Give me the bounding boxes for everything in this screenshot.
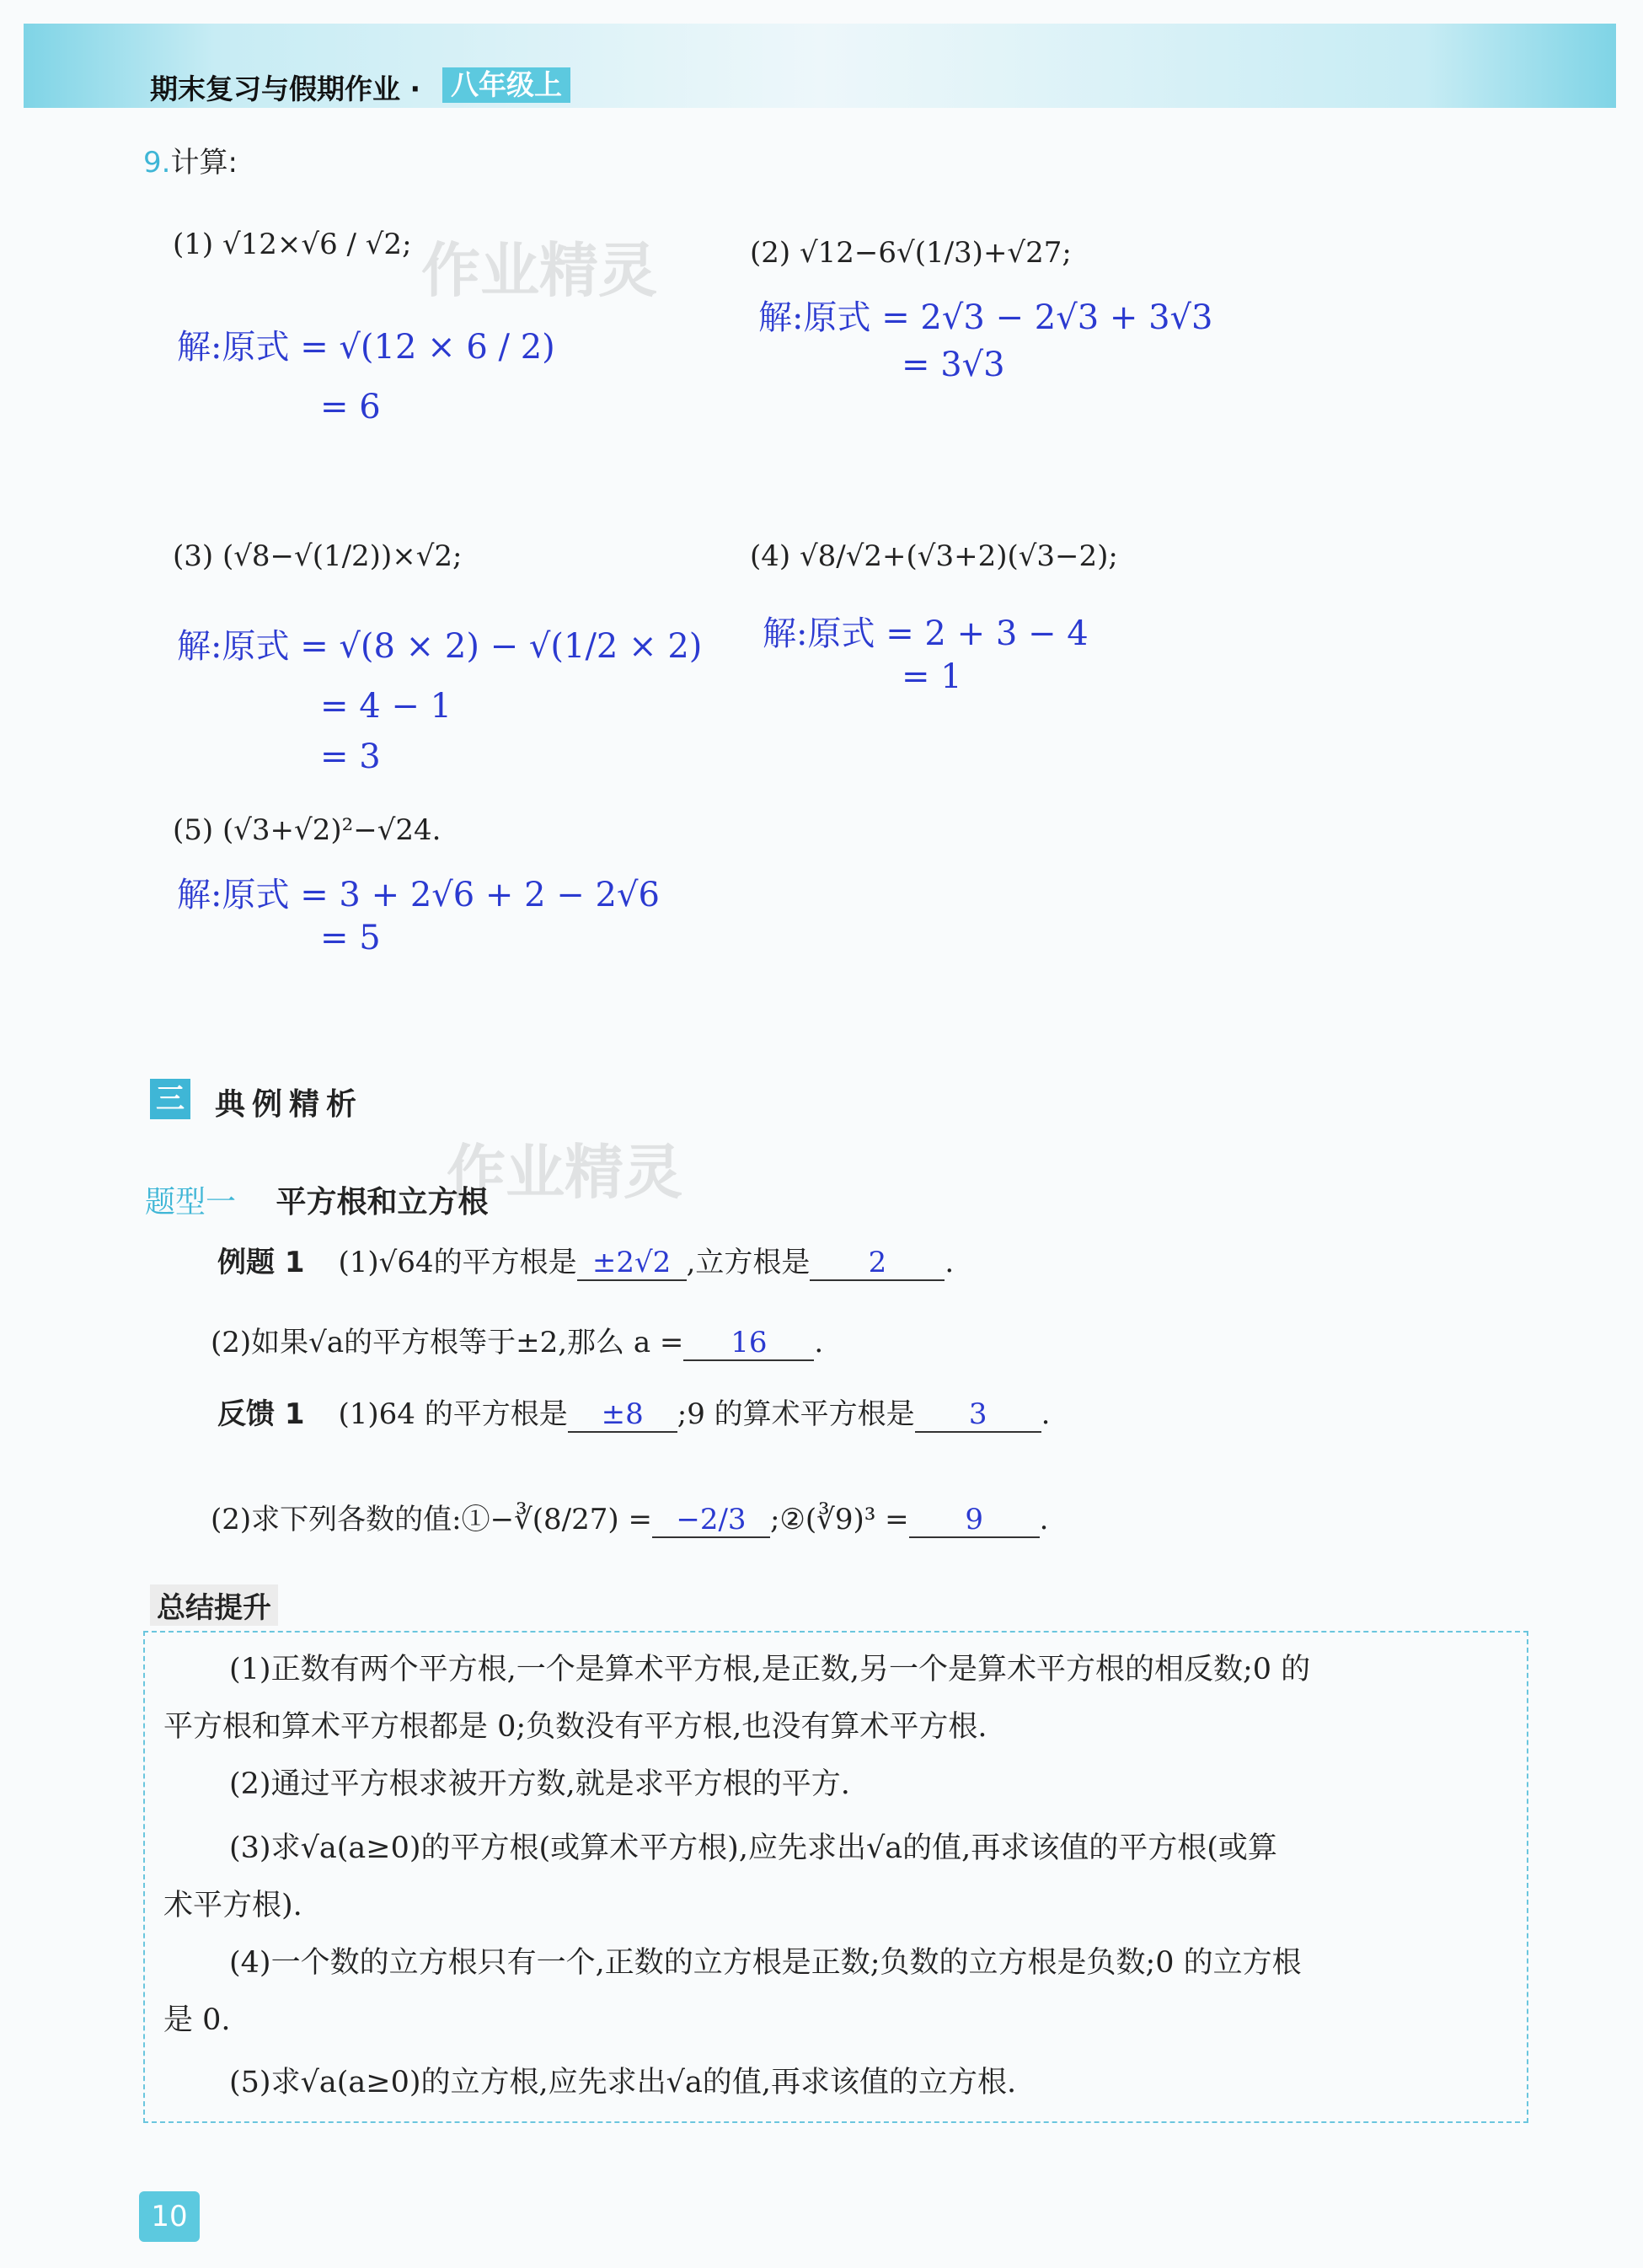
q9-p5-expr: (√3+√2)²−√24. [222, 813, 442, 847]
section-title: 典例精析 [215, 1087, 364, 1122]
q9-heading [143, 139, 238, 180]
section-number-badge: 三 [150, 1079, 190, 1119]
q9-p4-tag: (4) [750, 539, 791, 573]
q9-p5-problem [173, 813, 441, 847]
q9-p2-tag: (2) [750, 236, 791, 270]
q9-p3-tag: (3) [173, 539, 214, 573]
q9-p4-solution-line1: 解:原式 = 2 + 3 − 4 [763, 614, 1089, 653]
example1-label: 例题 1 [217, 1246, 305, 1279]
q9-p4-problem [750, 539, 1118, 573]
q9-p1-tag: (1) [173, 228, 214, 261]
example1-l1-end: . [945, 1246, 955, 1279]
summary-p3b: 术平方根). [163, 1889, 302, 1922]
q9-p3-solution-line2: = 4 − 1 [320, 687, 452, 726]
q9-p1-solution-line2: = 6 [320, 388, 381, 426]
feedback1-answer2: 3 [915, 1397, 1041, 1433]
q9-p1-solution-line1: 解:原式 = √(12 × 6 / 2) [177, 328, 555, 367]
page-number: 10 [139, 2191, 200, 2242]
q9-p2-solution-line2: = 3√3 [902, 346, 1005, 384]
summary-p4a: (4)一个数的立方根只有一个,正数的立方根是正数;负数的立方根是负数;0 的立方根 [229, 1946, 1302, 1980]
feedback1-line1 [217, 1391, 1050, 1433]
feedback1-l1-text2: ;9 的算术平方根是 [677, 1397, 915, 1431]
q9-p3-problem [173, 539, 462, 573]
example1-l1-text: (1)√64的平方根是 [338, 1246, 577, 1279]
example1-line1 [217, 1239, 954, 1281]
feedback1-label: 反馈 1 [217, 1397, 305, 1431]
q9-p1-problem [173, 228, 412, 261]
feedback1-l1-text: (1)64 的平方根是 [338, 1397, 568, 1431]
header-grade-badge: 八年级上 [442, 67, 570, 103]
q9-p4-solution-line2: = 1 [902, 657, 962, 696]
summary-p2: (2)通过平方根求被开方数,就是求平方根的平方. [229, 1767, 850, 1801]
q9-p2-expr: √12−6√(1/3)+√27; [799, 236, 1072, 270]
type1-label: 题型一 [145, 1185, 237, 1220]
summary-p1b: 平方根和算术平方根都是 0;负数没有平方根,也没有算术平方根. [163, 1710, 987, 1744]
q9-p3-expr: (√8−√(1/2))×√2; [222, 539, 463, 573]
example1-l2-text: (2)如果√a的平方根等于±2,那么 a = [211, 1326, 684, 1359]
q9-p3-solution-line1: 解:原式 = √(8 × 2) − √(1/2 × 2) [177, 627, 703, 666]
header-title: 期末复习与假期作业 · [150, 72, 421, 105]
q9-p5-tag: (5) [173, 813, 214, 847]
feedback1-l2-end: . [1039, 1503, 1049, 1536]
example1-l2-end: . [814, 1326, 824, 1359]
watermark: 作业精灵 [421, 235, 657, 305]
feedback1-answer1: ±8 [568, 1397, 677, 1433]
summary-box [143, 1631, 1528, 2123]
q9-p5-solution-line1: 解:原式 = 3 + 2√6 + 2 − 2√6 [177, 876, 660, 914]
summary-label: 总结提升 [150, 1584, 278, 1626]
example1-answer2: 2 [810, 1246, 945, 1281]
feedback1-answer3: −2/3 [652, 1503, 770, 1538]
feedback1-l2-text2: ;②(∛9)³ = [769, 1503, 909, 1536]
summary-p5: (5)求√a(a≥0)的立方根,应先求出√a的值,再求该值的立方根. [229, 2066, 1017, 2099]
watermark-2: 作业精灵 [447, 1137, 682, 1207]
q9-number: 9. [143, 146, 171, 180]
q9-p2-problem [750, 236, 1072, 270]
type1-title: 平方根和立方根 [276, 1185, 489, 1220]
feedback1-answer4: 9 [909, 1503, 1040, 1538]
q9-p3-solution-line3: = 3 [320, 737, 381, 776]
summary-p4b: 是 0. [163, 2003, 231, 2037]
example1-l1-text2: ,立方根是 [686, 1246, 811, 1279]
feedback1-l2-text: (2)求下列各数的值:①−∛(8/27) = [211, 1503, 652, 1536]
feedback1-l1-end: . [1041, 1397, 1051, 1431]
q9-p1-expr: √12×√6 / √2; [222, 228, 412, 261]
summary-p3a: (3)求√a(a≥0)的平方根(或算术平方根),应先求出√a的值,再求该值的平方根(或算 [229, 1831, 1277, 1865]
q9-p4-expr: √8/√2+(√3+2)(√3−2); [799, 539, 1118, 573]
feedback1-line2 [211, 1496, 1048, 1538]
example1-answer1: ±2√2 [577, 1246, 687, 1281]
q9-p2-solution-line1: 解:原式 = 2√3 − 2√3 + 3√3 [758, 298, 1213, 337]
q9-p5-solution-line2: = 5 [320, 919, 381, 957]
example1-answer3: 16 [683, 1326, 814, 1361]
example1-line2 [211, 1319, 823, 1361]
type1-heading [145, 1178, 488, 1221]
q9-label: 计算: [170, 146, 238, 180]
summary-p1a: (1)正数有两个平方根,一个是算术平方根,是正数,另一个是算术平方根的相反数;0 的 [229, 1653, 1311, 1686]
